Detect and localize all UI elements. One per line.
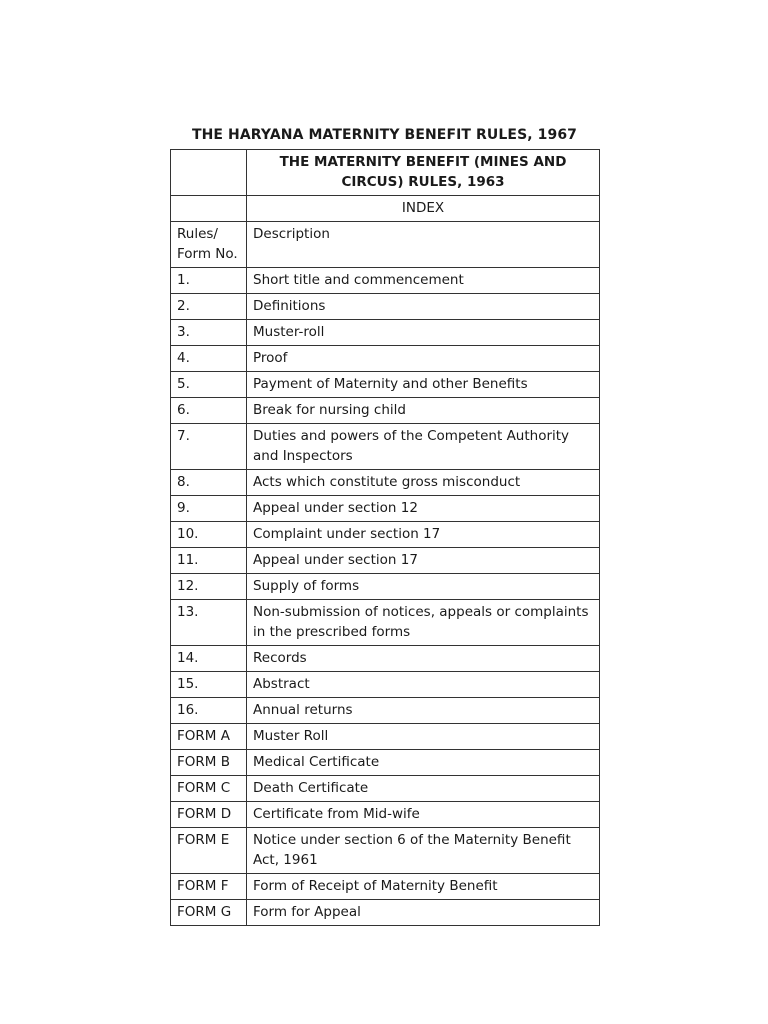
- table-row: [171, 828, 600, 874]
- rule-number: 14.: [171, 646, 247, 672]
- table-row: [171, 698, 600, 724]
- page-title: THE HARYANA MATERNITY BENEFIT RULES, 1967: [191, 127, 578, 143]
- rule-description: Payment of Maternity and other Benefits: [247, 372, 600, 398]
- rule-description: Annual returns: [247, 698, 600, 724]
- rule-number: 7.: [171, 424, 247, 470]
- rule-description: Appeal under section 12: [247, 496, 600, 522]
- rule-number: 13.: [171, 600, 247, 646]
- rule-description: Records: [247, 646, 600, 672]
- rule-description: Appeal under section 17: [247, 548, 600, 574]
- table-row: [171, 496, 600, 522]
- index-label: INDEX: [247, 196, 600, 222]
- index-table-body: [171, 150, 600, 926]
- subtitle-row: [171, 150, 600, 196]
- index-row: [171, 196, 600, 222]
- rule-number: FORM B: [171, 750, 247, 776]
- table-subtitle: THE MATERNITY BENEFIT (MINES AND CIRCUS) RULES, 1963: [247, 150, 600, 196]
- rule-number: FORM G: [171, 900, 247, 926]
- rule-number: FORM D: [171, 802, 247, 828]
- table-row: [171, 470, 600, 496]
- table-row: [171, 600, 600, 646]
- rule-description: Supply of forms: [247, 574, 600, 600]
- table-row: [171, 268, 600, 294]
- rule-number: 15.: [171, 672, 247, 698]
- rule-number: 1.: [171, 268, 247, 294]
- rule-description: Proof: [247, 346, 600, 372]
- rule-description: Form for Appeal: [247, 900, 600, 926]
- empty-cell: [171, 150, 247, 196]
- rule-description: Muster Roll: [247, 724, 600, 750]
- rule-number: 10.: [171, 522, 247, 548]
- table-row: [171, 398, 600, 424]
- rule-number: 8.: [171, 470, 247, 496]
- rule-number: 2.: [171, 294, 247, 320]
- table-row: [171, 724, 600, 750]
- rule-number: 4.: [171, 346, 247, 372]
- rule-number: 16.: [171, 698, 247, 724]
- column-header-row: [171, 222, 600, 268]
- rule-description: Muster-roll: [247, 320, 600, 346]
- table-row: [171, 802, 600, 828]
- table-row: [171, 522, 600, 548]
- table-row: [171, 574, 600, 600]
- table-row: [171, 776, 600, 802]
- rule-description: Form of Receipt of Maternity Benefit: [247, 874, 600, 900]
- rule-description: Certificate from Mid-wife: [247, 802, 600, 828]
- rule-description: Abstract: [247, 672, 600, 698]
- rule-description: Complaint under section 17: [247, 522, 600, 548]
- column-header-rule-no: Rules/ Form No.: [171, 222, 247, 268]
- column-header-description: Description: [247, 222, 600, 268]
- rule-number: 12.: [171, 574, 247, 600]
- table-row: [171, 646, 600, 672]
- rule-description: Medical Certificate: [247, 750, 600, 776]
- table-row: [171, 548, 600, 574]
- rule-description: Death Certificate: [247, 776, 600, 802]
- table-row: [171, 672, 600, 698]
- rule-description: Notice under section 6 of the Maternity Benefit Act, 1961: [247, 828, 600, 874]
- empty-cell: [171, 196, 247, 222]
- rule-number: 5.: [171, 372, 247, 398]
- rule-description: Duties and powers of the Competent Authority and Inspectors: [247, 424, 600, 470]
- index-table: [170, 149, 600, 926]
- rule-description: Acts which constitute gross misconduct: [247, 470, 600, 496]
- rule-description: Non-submission of notices, appeals or complaints in the prescribed forms: [247, 600, 600, 646]
- table-row: [171, 320, 600, 346]
- rule-description: Short title and commencement: [247, 268, 600, 294]
- rule-number: FORM E: [171, 828, 247, 874]
- rule-number: FORM F: [171, 874, 247, 900]
- table-row: [171, 900, 600, 926]
- table-row: [171, 750, 600, 776]
- rule-number: FORM A: [171, 724, 247, 750]
- rule-description: Definitions: [247, 294, 600, 320]
- rule-number: 3.: [171, 320, 247, 346]
- rule-number: 9.: [171, 496, 247, 522]
- rule-number: FORM C: [171, 776, 247, 802]
- table-row: [171, 346, 600, 372]
- rule-number: 6.: [171, 398, 247, 424]
- rule-number: 11.: [171, 548, 247, 574]
- table-row: [171, 424, 600, 470]
- rule-description: Break for nursing child: [247, 398, 600, 424]
- table-row: [171, 372, 600, 398]
- table-row: [171, 294, 600, 320]
- table-row: [171, 874, 600, 900]
